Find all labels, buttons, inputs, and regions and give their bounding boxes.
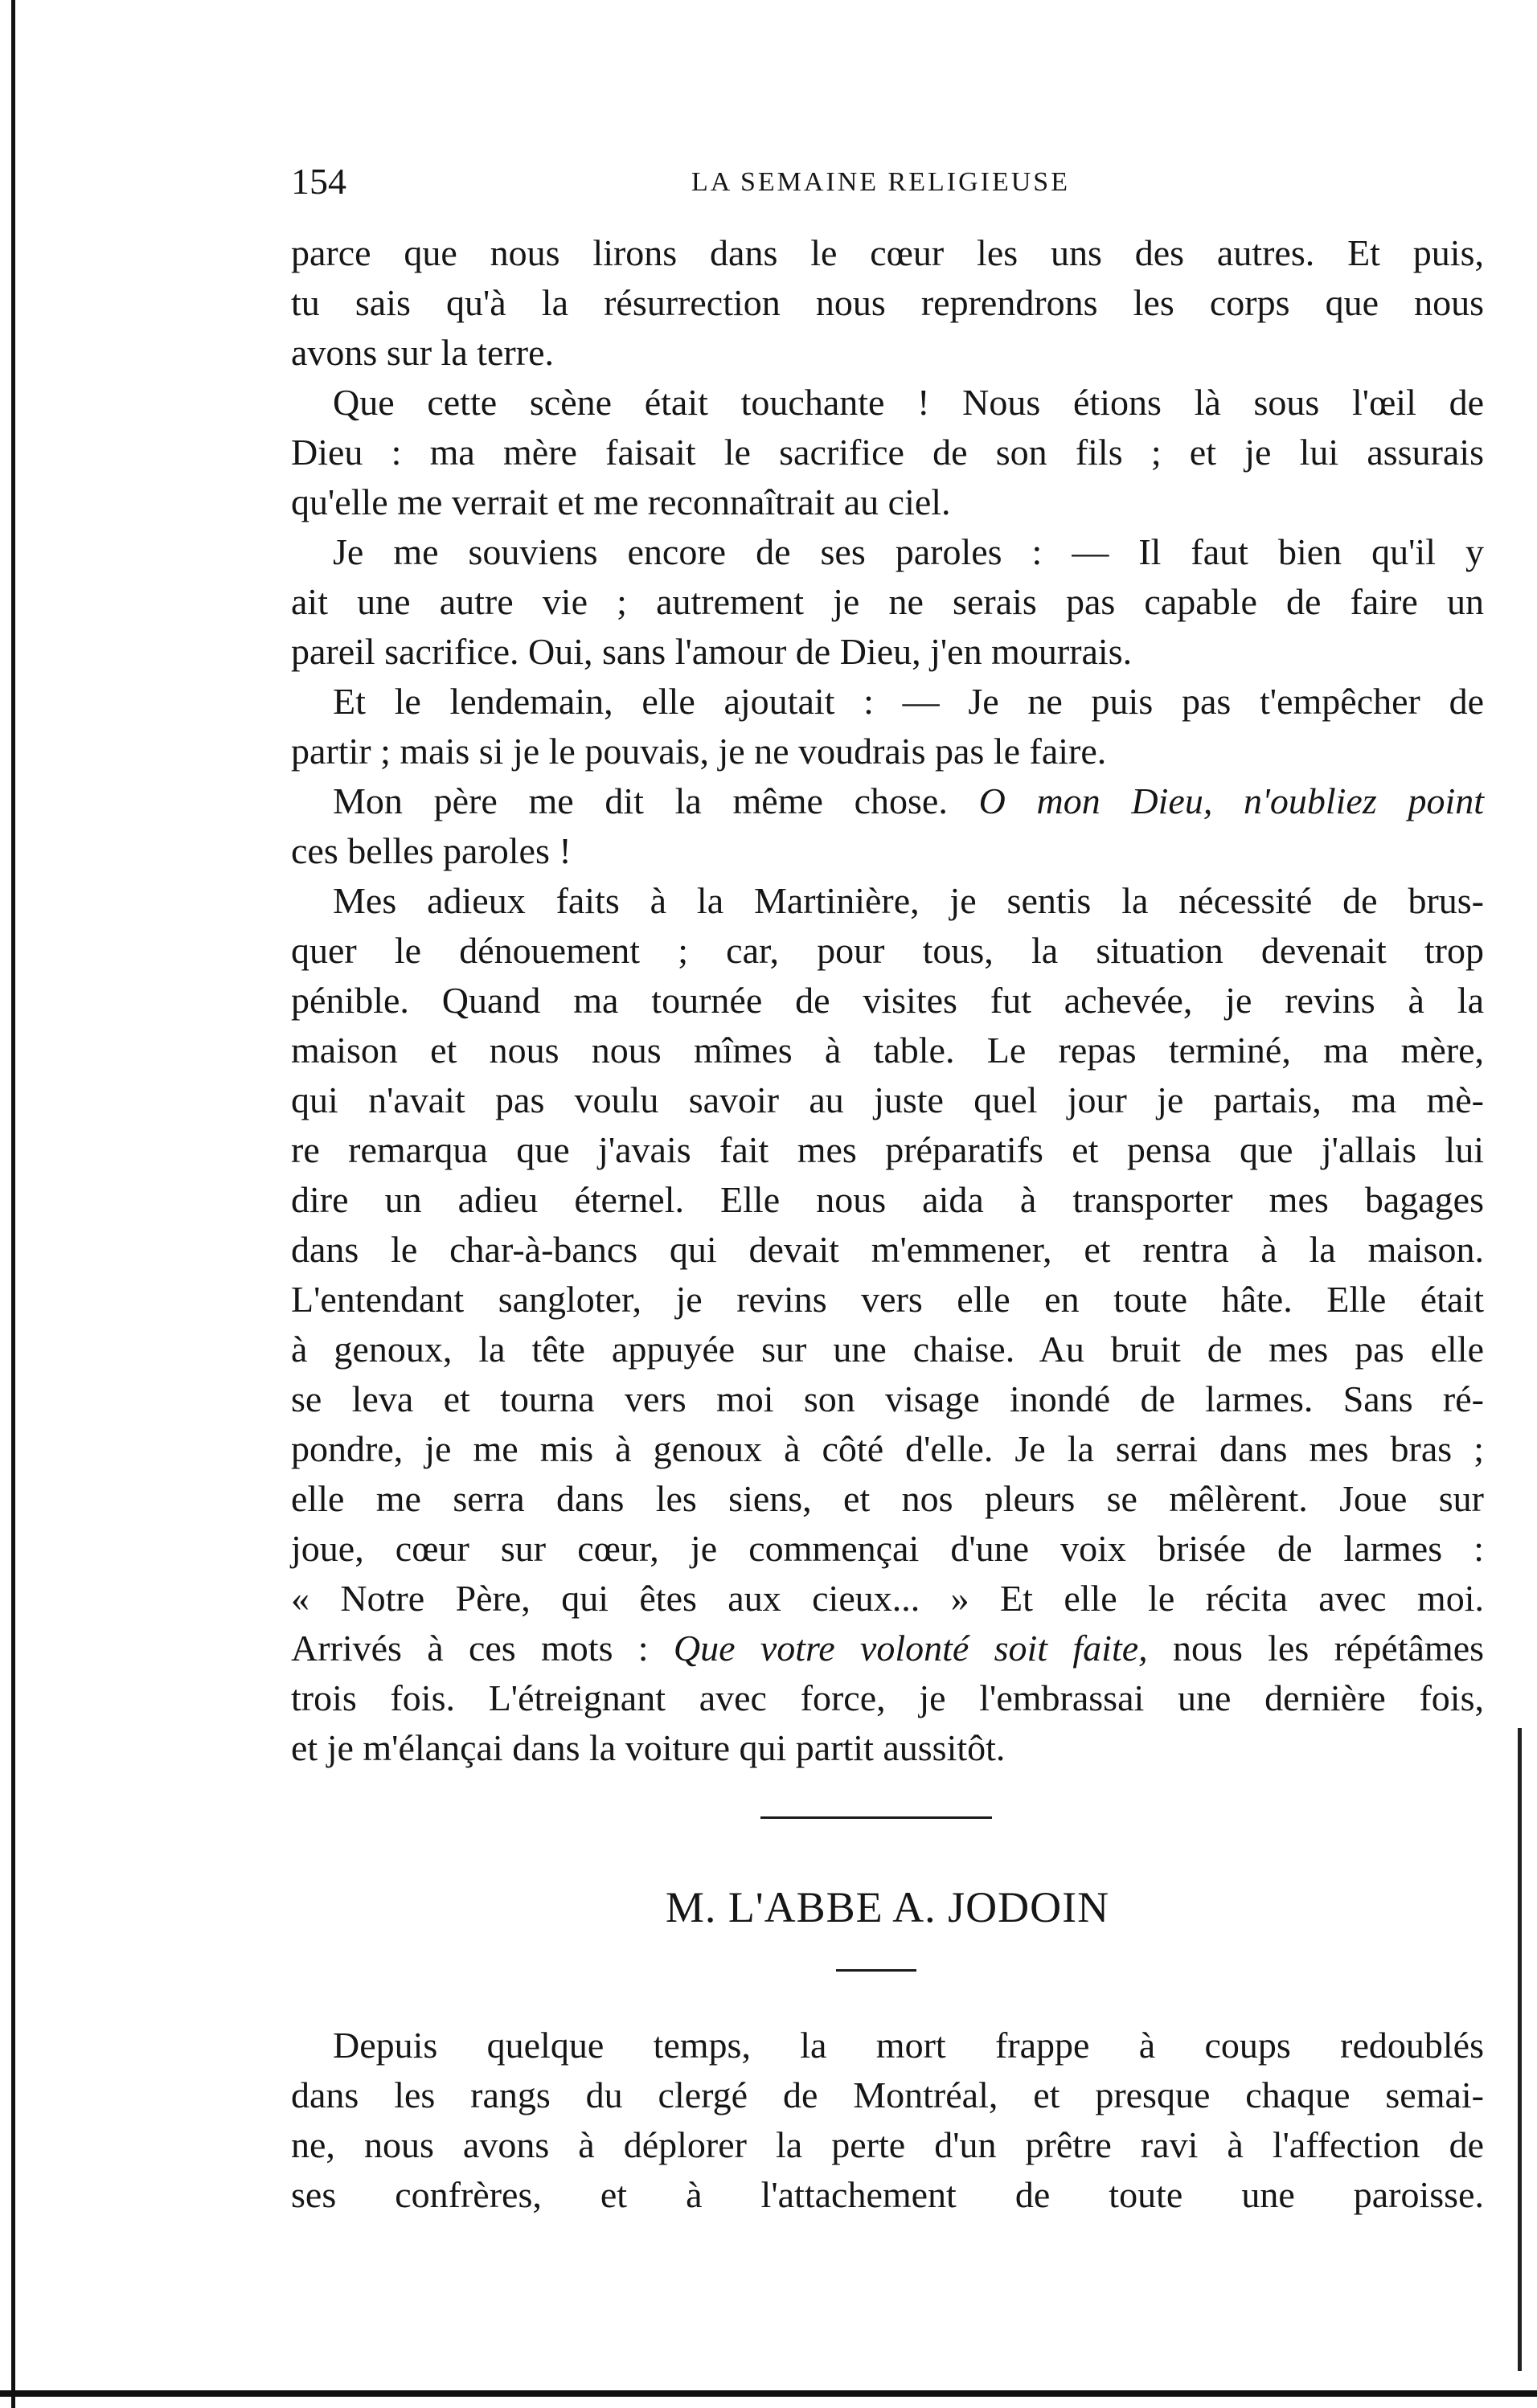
text-line: dans le char-à-bancs qui devait m'emmener, et rentra à la maison. <box>291 1229 1484 1270</box>
text-segment: Mon père me dit la même chose. <box>333 780 948 821</box>
text-line: à genoux, la tête appuyée sur une chaise. Au bruit de mes pas elle <box>291 1329 1484 1370</box>
page-right-edge <box>1518 1728 1522 2371</box>
text-line: ait une autre vie ; autrement je ne serais pas capable de faire un <box>291 581 1484 622</box>
text-line: joue, cœur sur cœur, je commençai d'une voix brisée de larmes : <box>291 1528 1484 1569</box>
text-line: Mes adieux faits à la Martinière, je sentis la nécessité de brus- <box>333 880 1484 921</box>
page-bottom-edge <box>0 2390 1537 2397</box>
heading-underline-rule <box>836 1969 916 1972</box>
text-line: partir ; mais si je le pouvais, je ne voudrais pas le faire. <box>291 731 1107 772</box>
text-line: trois fois. L'étreignant avec force, je l'embrassai une dernière fois, <box>291 1677 1484 1718</box>
section-divider-rule <box>760 1816 992 1819</box>
text-line: Depuis quelque temps, la mort frappe à coups redoublés <box>333 2025 1484 2066</box>
text-line: pondre, je me mis à genoux à côté d'elle. Je la serrai dans mes bras ; <box>291 1428 1484 1469</box>
italic-phrase: Que votre volonté soit faite, <box>673 1628 1148 1669</box>
text-line: qu'elle me verrait et me reconnaîtrait au ciel. <box>291 481 951 522</box>
text-line: L'entendant sangloter, je revins vers elle en toute hâte. Elle était <box>291 1279 1484 1320</box>
text-line: avons sur la terre. <box>291 332 554 373</box>
article-text <box>291 2021 1484 2220</box>
text-line: maison et nous nous mîmes à table. Le repas terminé, ma mère, <box>291 1030 1484 1071</box>
text-line: « Notre Père, qui êtes aux cieux... » Et elle le récita avec moi. <box>291 1578 1484 1619</box>
text-line: Que cette scène était touchante ! Nous étions là sous l'œil de <box>333 382 1484 423</box>
text-line: se leva et tourna vers moi son visage inondé de larmes. Sans ré- <box>291 1378 1484 1419</box>
text-line: pénible. Quand ma tournée de visites fut achevée, je revins à la <box>291 980 1484 1021</box>
text-line: dire un adieu éternel. Elle nous aida à transporter mes bagages <box>291 1179 1484 1220</box>
text-line: re remarqua que j'avais fait mes préparatifs et pensa que j'allais lui <box>291 1129 1484 1170</box>
text-line: dans les rangs du clergé de Montréal, et presque chaque semai- <box>291 2074 1484 2115</box>
text-line: tu sais qu'à la résurrection nous reprendrons les corps que nous <box>291 282 1484 323</box>
text-segment: Arrivés à ces mots : <box>291 1628 649 1669</box>
text-line <box>291 776 1484 826</box>
article-heading: M. L'ABBE A. JODOIN <box>665 1883 1110 1931</box>
text-line: parce que nous lirons dans le cœur les uns des autres. Et puis, <box>291 232 1484 273</box>
text-line: Et le lendemain, elle ajoutait : — Je ne puis pas t'empêcher de <box>333 681 1484 722</box>
text-segment: nous les répétâmes <box>1172 1628 1485 1669</box>
text-line: et je m'élançai dans la voiture qui partit aussitôt. <box>291 1727 1006 1768</box>
text-line: Je me souviens encore de ses paroles : — Il faut bien qu'il y <box>333 531 1484 572</box>
text-line <box>291 1624 1484 1673</box>
text-line: qui n'avait pas voulu savoir au juste quel jour je partais, ma mè- <box>291 1079 1484 1120</box>
body-text <box>291 228 1484 1773</box>
italic-phrase: O mon Dieu, n'oubliez point <box>978 780 1485 821</box>
text-line: ne, nous avons à déplorer la perte d'un prêtre ravi à l'affection de <box>291 2124 1484 2165</box>
text-line: ses confrères, et à l'attachement de toute une paroisse. <box>291 2174 1484 2215</box>
page-number: 154 <box>291 161 346 202</box>
text-line: quer le dénouement ; car, pour tous, la situation devenait trop <box>291 930 1484 971</box>
journal-title: LA SEMAINE RELIGIEUSE <box>691 167 1070 197</box>
text-line: Dieu : ma mère faisait le sacrifice de son fils ; et je lui assurais <box>291 432 1484 473</box>
text-line: ces belles paroles ! <box>291 830 572 871</box>
text-line: pareil sacrifice. Oui, sans l'amour de Dieu, j'en mourrais. <box>291 631 1133 672</box>
running-head <box>0 158 1537 206</box>
page-left-edge <box>11 0 15 2408</box>
text-line: elle me serra dans les siens, et nos pleurs se mêlèrent. Joue sur <box>291 1478 1484 1519</box>
